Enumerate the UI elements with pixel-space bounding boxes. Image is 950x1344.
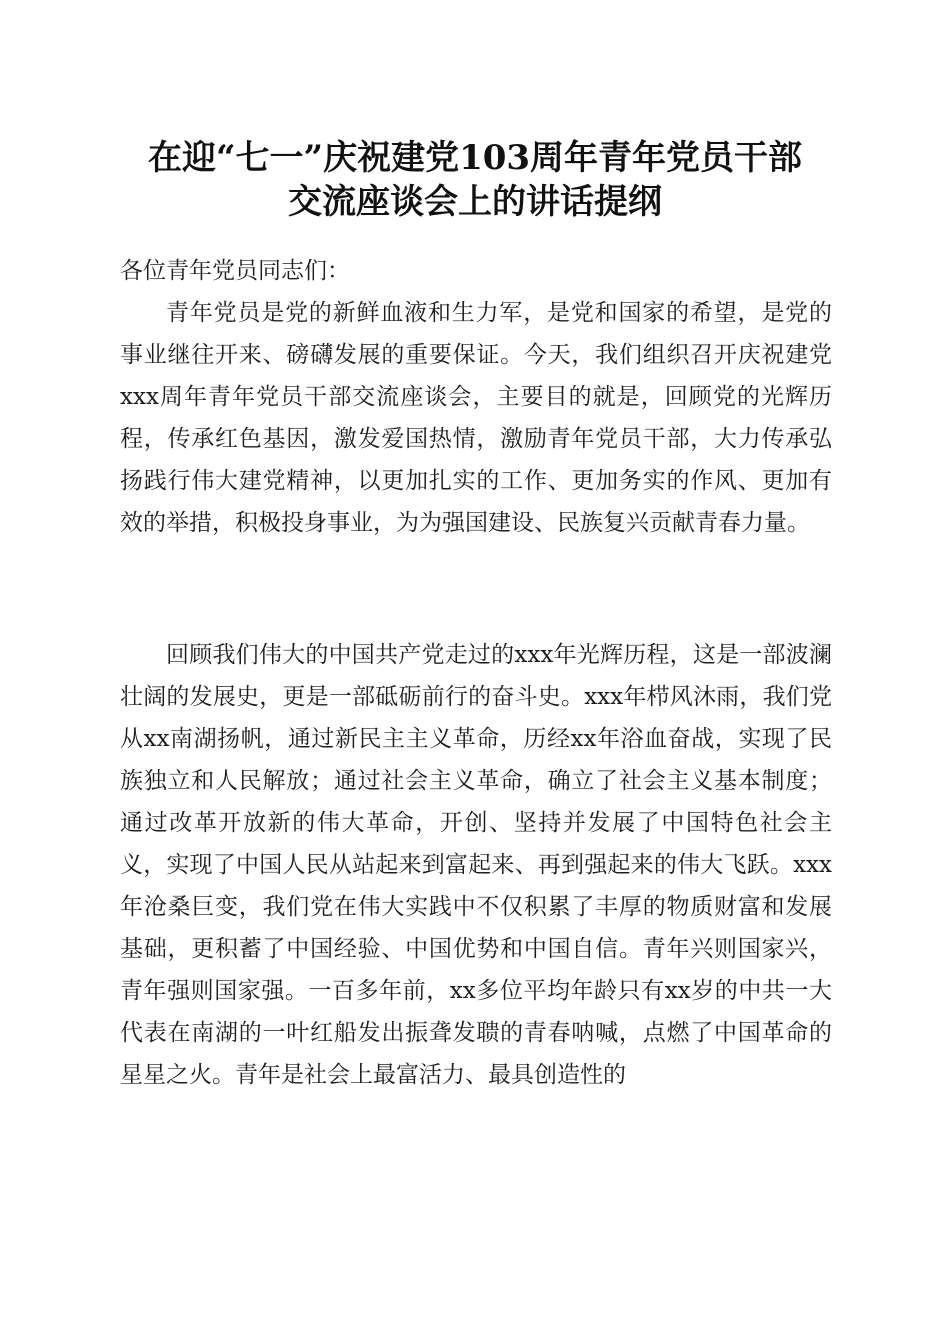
document-body [120, 250, 832, 1138]
title-line-1: 在迎“七一”庆祝建党103周年青年党员干部 [147, 138, 803, 178]
salutation: 各位青年党员同志们： [120, 258, 350, 284]
paragraph-2: 回顾我们伟大的中国共产党走过的xxx年光辉历程，这是一部波澜壮阔的发展史，更是一部砥砺前行的奋斗史。xxx年栉风沐雨，我们党从xx南湖扬帆，通过新民主主义革命，历经xx年浴血奋战，实现了民族独立和人民解放；通过社会主义革命，确立了社会主义基本制度；通过改革开放新的伟大革命，开创、坚持并发展了中国特色社会主义，实现了中国人民从站起来到富起来、再到强起来的伟大飞跃。xxx年沧桑巨变，我们党在伟大实践中不仅积累了丰厚的物质财富和发展基础，更积蓄了中国经验、中国优势和中国自信。青年兴则国家兴，青年强则国家强。一百多年前，xx多位平均年龄只有xx岁的中共一大代表在南湖的一叶红船发出振聋发聩的青春呐喊，点燃了中国革命的星星之火。青年是社会上最富活力、最具创造性的 [120, 642, 832, 1088]
title-line-2: 交流座谈会上的讲话提纲 [288, 182, 662, 222]
paragraph-1: 青年党员是党的新鲜血液和生力军，是党和国家的希望，是党的事业继往开来、磅礴发展的重要保证。今天，我们组织召开庆祝建党xxx周年青年党员干部交流座谈会，主要目的就是，回顾党的光辉历程，传承红色基因，激发爱国热情，激励青年党员干部，大力传承弘扬践行伟大建党精神，以更加扎实的工作、更加务实的作风、更加有效的举措，积极投身事业，为为强国建设、民族复兴贡献青春力量。 [120, 300, 832, 536]
document-title [100, 136, 850, 224]
